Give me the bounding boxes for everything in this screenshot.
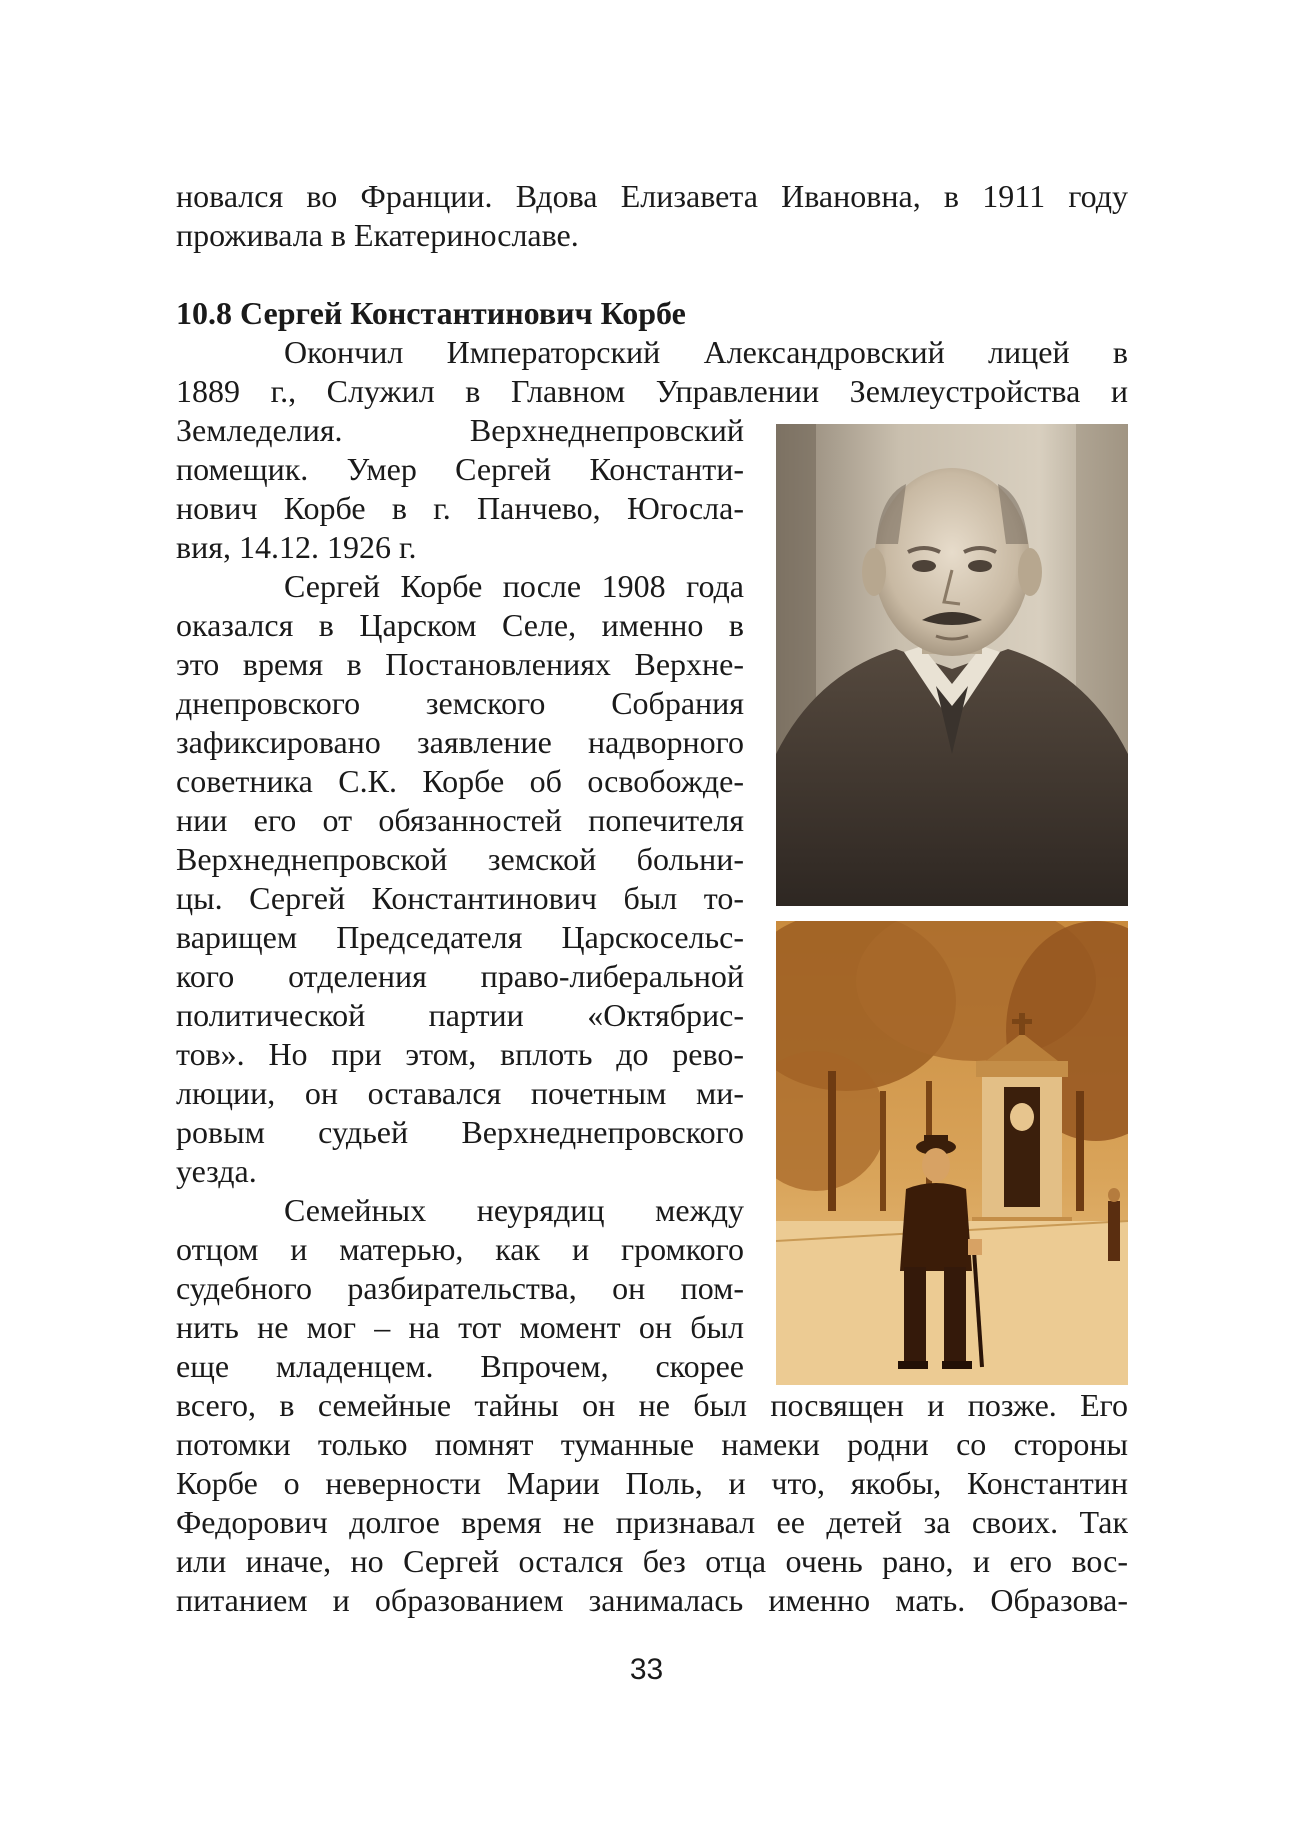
text-line: политической партии «Октябрис- [176, 997, 744, 1033]
text-line: Сергей Корбе после 1908 года [284, 568, 744, 604]
text-line: вия, 14.12. 1926 г. [176, 529, 417, 565]
text-line: Окончил Императорский Александровский лицей в [284, 334, 1128, 370]
text-line: 1889 г., Служил в Главном Управлении Землеустройства и [176, 373, 1128, 409]
portrait-photo [776, 424, 1128, 906]
text-line: советника С.К. Корбе об освобожде- [176, 763, 744, 799]
text-line: Семейных неурядиц между [284, 1192, 744, 1228]
text-line: это время в Постановлениях Верхне- [176, 646, 744, 682]
text-line: зафиксировано заявление надворного [176, 724, 744, 760]
text-line: оказался в Царском Селе, именно в [176, 607, 744, 643]
text-line: кого отделения право-либеральной [176, 958, 744, 994]
text-line: нить не мог – на тот момент он был [176, 1309, 744, 1345]
text-line: потомки только помнят туманные намеки родни со стороны [176, 1426, 1128, 1462]
text-line: судебного разбирательства, он пом- [176, 1270, 744, 1306]
text-line: новался во Франции. Вдова Елизавета Ивановна, в 1911 году [176, 178, 1128, 214]
text-line: варищем Председателя Царскосельс- [176, 919, 744, 955]
text-line: уезда. [176, 1153, 257, 1189]
text-line: ровым судьей Верхнеднепровского [176, 1114, 744, 1150]
text-line: питанием и образованием занималась именно мать. Образова- [176, 1582, 1128, 1618]
text-line: проживала в Екатеринославе. [176, 217, 579, 253]
text-line: тов». Но при этом, вплоть до рево- [176, 1036, 744, 1072]
text-line: помещик. Умер Сергей Константи- [176, 451, 744, 487]
text-line: нович Корбе в г. Панчево, Югосла- [176, 490, 744, 526]
text-line: Верхнеднепровской земской больни- [176, 841, 744, 877]
section-heading: 10.8 Сергей Константинович Корбе [176, 295, 686, 331]
text-line: еще младенцем. Впрочем, скорее [176, 1348, 744, 1384]
text-line: Корбе о неверности Марии Поль, и что, якобы, Константин [176, 1465, 1128, 1501]
text-line: цы. Сергей Константинович был то- [176, 880, 744, 916]
text-line: отцом и матерью, как и громкого [176, 1231, 744, 1267]
text-line: люции, он оставался почетным ми- [176, 1075, 744, 1111]
page-number: 33 [629, 1653, 664, 1686]
text-line: всего, в семейные тайны он не был посвящен и позже. Его [176, 1387, 1128, 1423]
text-line: или иначе, но Сергей остался без отца очень рано, и его вос- [176, 1543, 1128, 1579]
outdoor-photo [776, 921, 1128, 1385]
text-line: Федорович долгое время не признавал ее детей за своих. Так [176, 1504, 1128, 1540]
text-line: днепровского земского Собрания [176, 685, 744, 721]
text-line: Земледелия. Верхнеднепровский [176, 412, 744, 448]
text-line: нии его от обязанностей попечителя [176, 802, 744, 838]
